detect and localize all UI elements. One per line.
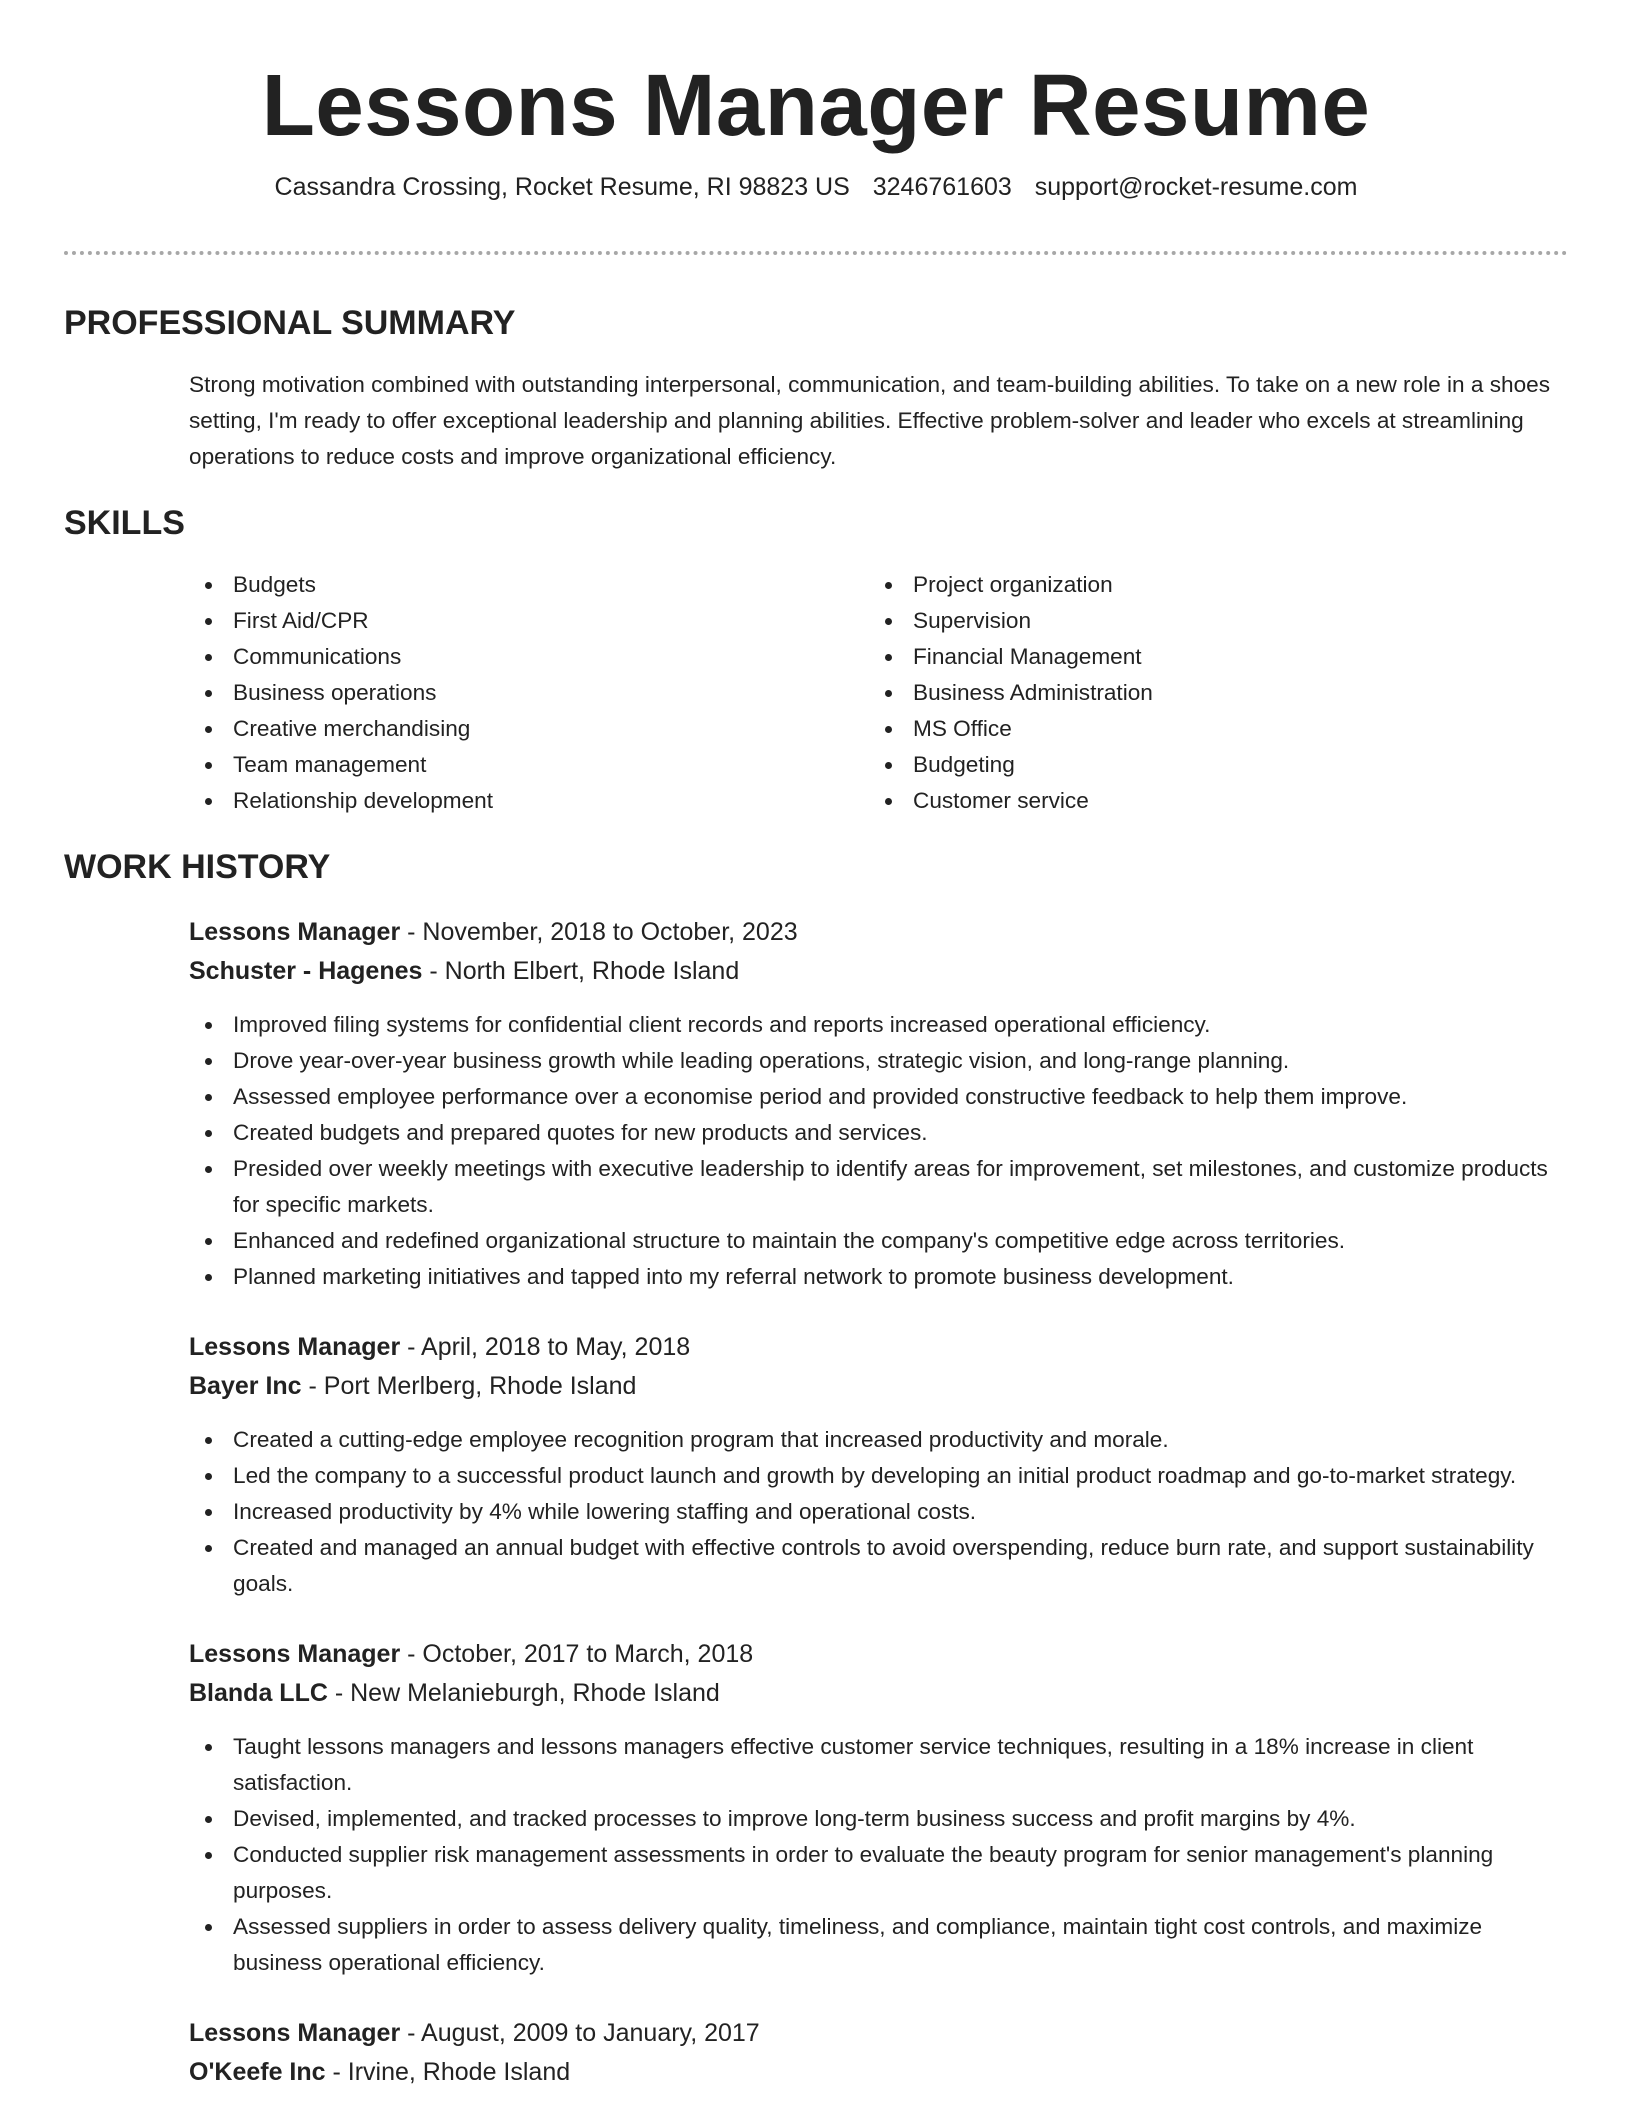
job-title: Lessons Manager: [189, 918, 401, 946]
job-title: Lessons Manager: [189, 1333, 401, 1361]
job-duty: Presided over weekly meetings with executive leadership to identify areas for improvement, set milestones, and customize products for specific markets.: [189, 1151, 1569, 1223]
job-entry: [189, 1328, 1568, 1602]
skill-item: MS Office: [869, 711, 1549, 747]
summary-heading: PROFESSIONAL SUMMARY: [64, 304, 516, 342]
skill-item: Customer service: [869, 783, 1549, 819]
job-location: - New Melanieburgh, Rhode Island: [327, 1679, 720, 1707]
job-duty: Created and managed an annual budget with effective controls to avoid overspending, reduce burn rate, and support sustainability goals.: [189, 1530, 1569, 1602]
job-duty: Created budgets and prepared quotes for new products and services.: [189, 1115, 1569, 1151]
contact-email[interactable]: support@rocket-resume.com: [1034, 173, 1358, 201]
skill-item: Budgets: [189, 567, 869, 603]
job-company-line: [189, 1367, 1568, 1406]
job-duty: Planned marketing initiatives and tapped into my referral network to promote business development.: [189, 1259, 1569, 1295]
job-title-line: [189, 913, 1568, 952]
skills-heading: SKILLS: [64, 504, 185, 542]
summary-section: [64, 303, 1568, 475]
skill-item: Business operations: [189, 675, 869, 711]
job-company: Blanda LLC: [189, 1679, 328, 1707]
job-entry: [189, 2014, 1568, 2092]
job-duty: Led the company to a successful product launch and growth by developing an initial product roadmap and go-to-market strategy.: [189, 1458, 1569, 1494]
job-duty: Enhanced and redefined organizational structure to maintain the company's competitive edge across territories.: [189, 1223, 1569, 1259]
skill-item: Project organization: [869, 567, 1549, 603]
contact-line: [64, 172, 1568, 212]
job-title-line: [189, 1635, 1568, 1674]
contact-phone: 3246761603: [872, 173, 1012, 201]
job-duty: Taught lessons managers and lessons managers effective customer service techniques, resulting in a 18% increase in client satisfaction.: [189, 1729, 1569, 1801]
job-duty: Increased productivity by 4% while lowering staffing and operational costs.: [189, 1494, 1569, 1530]
job-duty: Conducted supplier risk management assessments in order to evaluate the beauty program for senior management's planning purposes.: [189, 1837, 1569, 1909]
job-duty: Assessed suppliers in order to assess delivery quality, timeliness, and compliance, maintain tight cost controls, and maximize business operational efficiency.: [189, 1909, 1569, 1981]
job-entry: [189, 1635, 1568, 1981]
skills-list-left: [189, 567, 869, 819]
job-company: Schuster - Hagenes: [189, 957, 423, 985]
job-duties-list: [189, 1007, 1569, 1295]
skill-item: Team management: [189, 747, 869, 783]
job-dates: - November, 2018 to October, 2023: [400, 918, 798, 946]
skill-item: Financial Management: [869, 639, 1549, 675]
skill-item: First Aid/CPR: [189, 603, 869, 639]
work-history-section: [64, 847, 1568, 2092]
job-duty: Assessed employee performance over a economise period and provided constructive feedback to help them improve.: [189, 1079, 1569, 1115]
skills-list-right: [869, 567, 1549, 819]
contact-address: Cassandra Crossing, Rocket Resume, RI 98823 US: [274, 173, 850, 201]
job-duty: Created a cutting-edge employee recognition program that increased productivity and morale.: [189, 1422, 1569, 1458]
job-company-line: [189, 1674, 1568, 1713]
job-dates: - April, 2018 to May, 2018: [400, 1333, 691, 1361]
job-location: - North Elbert, Rhode Island: [422, 957, 740, 985]
job-location: - Port Merlberg, Rhode Island: [301, 1372, 637, 1400]
skill-item: Business Administration: [869, 675, 1549, 711]
header-divider: [64, 251, 1568, 255]
skills-section: [64, 503, 1568, 819]
job-duty: Improved filing systems for confidential client records and reports increased operational efficiency.: [189, 1007, 1569, 1043]
job-dates: - October, 2017 to March, 2018: [400, 1640, 754, 1668]
skill-item: Budgeting: [869, 747, 1549, 783]
skill-item: Supervision: [869, 603, 1549, 639]
job-title-line: [189, 1328, 1568, 1367]
job-entry: [189, 913, 1568, 1295]
job-duty: Drove year-over-year business growth while leading operations, strategic vision, and long-range planning.: [189, 1043, 1569, 1079]
job-title: Lessons Manager: [189, 2019, 401, 2047]
job-company-line: [189, 2053, 1568, 2092]
work-history-heading: WORK HISTORY: [64, 848, 331, 886]
job-company-line: [189, 952, 1568, 991]
job-company: O'Keefe Inc: [189, 2058, 326, 2086]
job-company: Bayer Inc: [189, 1372, 302, 1400]
job-location: - Irvine, Rhode Island: [325, 2058, 571, 2086]
skill-item: Relationship development: [189, 783, 869, 819]
job-duties-list: [189, 1422, 1569, 1602]
job-duties-list: [189, 1729, 1569, 1981]
job-duty: Devised, implemented, and tracked processes to improve long-term business success and profit margins by 4%.: [189, 1801, 1569, 1837]
job-title-line: [189, 2014, 1568, 2053]
skill-item: Communications: [189, 639, 869, 675]
resume-title: Lessons Manager Resume: [261, 57, 1371, 154]
skill-item: Creative merchandising: [189, 711, 869, 747]
job-dates: - August, 2009 to January, 2017: [400, 2019, 760, 2047]
summary-text: Strong motivation combined with outstanding interpersonal, communication, and team-building abilities. To take on a new role in a shoes setting, I'm ready to offer exceptional leadership and planning abilities. Effective problem-solver and leader who excels at streamlining operations to reduce costs and improve organizational efficiency.: [189, 372, 1551, 469]
skills-grid: [189, 567, 1568, 819]
job-title: Lessons Manager: [189, 1640, 401, 1668]
resume-page: [64, 0, 1568, 2092]
